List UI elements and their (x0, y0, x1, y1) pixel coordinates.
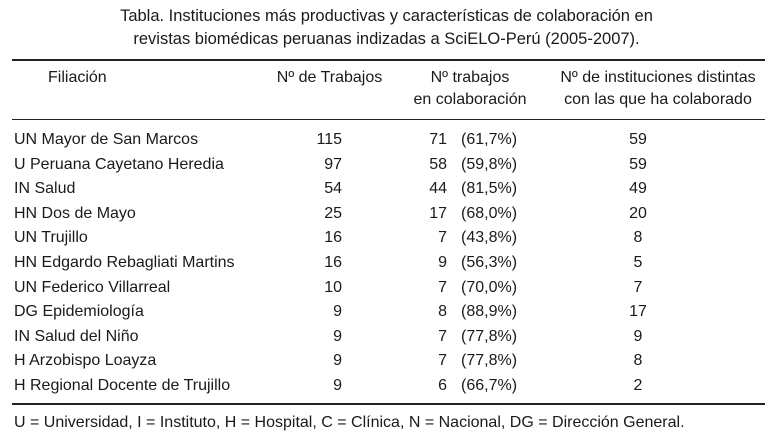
cell-trabajos: 16 (324, 229, 342, 247)
cell-porcentaje: (66,7%) (461, 376, 518, 394)
cell-filiacion: DG Epidemiología (14, 303, 144, 321)
cell-porcentaje: (68,0%) (461, 204, 518, 222)
cell-colaboracion: 17 (429, 204, 447, 222)
cell-trabajos: 9 (333, 327, 342, 345)
cell-instituciones: 8 (633, 352, 643, 370)
table-row (0, 226, 773, 251)
cell-filiacion: UN Trujillo (14, 229, 88, 247)
cell-trabajos: 9 (333, 352, 342, 370)
cell-trabajos: 10 (324, 278, 342, 296)
cell-colaboracion: 7 (438, 229, 447, 247)
table-row (0, 349, 773, 374)
cell-instituciones: 9 (633, 327, 643, 345)
table-row (0, 276, 773, 301)
table-row (0, 300, 773, 325)
cell-filiacion: HN Dos de Mayo (14, 204, 136, 222)
cell-instituciones: 59 (629, 155, 647, 173)
top-rule (12, 59, 765, 61)
cell-filiacion: IN Salud del Niño (14, 327, 139, 345)
header-colaboracion-line-2: en colaboración (413, 91, 527, 108)
cell-trabajos: 9 (333, 303, 342, 321)
cell-instituciones: 59 (629, 131, 647, 148)
cell-instituciones: 17 (629, 303, 647, 321)
cell-colaboracion: 8 (438, 303, 447, 321)
cell-instituciones: 7 (633, 278, 643, 296)
bottom-rule (12, 403, 765, 405)
cell-filiacion: H Arzobispo Loayza (14, 352, 157, 370)
caption-line-1: Tabla. Instituciones más productivas y características de colaboración en (120, 7, 653, 25)
cell-porcentaje: (43,8%) (461, 229, 518, 247)
cell-colaboracion: 7 (438, 327, 447, 345)
table-row (0, 153, 773, 178)
header-filiacion: Filiación (48, 69, 107, 86)
header-rule (12, 119, 765, 120)
cell-porcentaje: (81,5%) (461, 180, 518, 198)
header-instituciones-line-1: Nº de instituciones distintas (560, 69, 756, 86)
cell-porcentaje: (77,8%) (461, 352, 518, 370)
table-row (0, 251, 773, 276)
header-colaboracion-line-1: Nº trabajos (430, 69, 510, 86)
table-row (0, 202, 773, 227)
cell-filiacion: IN Salud (14, 180, 76, 198)
table-row (0, 325, 773, 350)
cell-filiacion: UN Federico Villarreal (14, 278, 171, 296)
cell-porcentaje: (59,8%) (461, 155, 518, 173)
cell-porcentaje: (61,7%) (461, 131, 518, 148)
table-row (0, 374, 773, 399)
cell-porcentaje: (56,3%) (461, 253, 518, 271)
cell-instituciones: 20 (629, 204, 647, 222)
table-caption (0, 5, 773, 51)
table-body (0, 128, 773, 399)
cell-colaboracion: 58 (429, 155, 447, 173)
footnote: U = Universidad, I = Instituto, H = Hospital, C = Clínica, N = Nacional, DG = Dirección General. (14, 414, 685, 431)
cell-porcentaje: (70,0%) (461, 278, 518, 296)
cell-instituciones: 2 (633, 376, 643, 394)
cell-filiacion: U Peruana Cayetano Heredia (14, 155, 224, 173)
cell-filiacion: H Regional Docente de Trujillo (14, 376, 231, 394)
cell-colaboracion: 7 (438, 352, 447, 370)
table-row (0, 128, 773, 153)
caption-line-2: revistas biomédicas peruanas indizadas a SciELO-Perú (2005-2007). (133, 30, 640, 48)
cell-instituciones: 5 (633, 253, 643, 271)
header-trabajos: Nº de Trabajos (276, 69, 383, 86)
cell-trabajos: 54 (324, 180, 342, 198)
header-instituciones-line-2: con las que ha colaborado (564, 91, 752, 108)
cell-colaboracion: 6 (438, 376, 447, 394)
header-colaboracion (400, 67, 540, 111)
cell-trabajos: 25 (324, 204, 342, 222)
cell-colaboracion: 9 (438, 253, 447, 271)
cell-porcentaje: (77,8%) (461, 327, 518, 345)
cell-trabajos: 16 (324, 253, 342, 271)
cell-filiacion: UN Mayor de San Marcos (14, 131, 199, 148)
cell-colaboracion: 7 (438, 278, 447, 296)
cell-porcentaje: (88,9%) (461, 303, 518, 321)
cell-colaboracion: 71 (429, 131, 447, 148)
cell-trabajos: 97 (324, 155, 342, 173)
cell-trabajos: 9 (333, 376, 342, 394)
header-instituciones (548, 67, 768, 111)
cell-filiacion: HN Edgardo Rebagliati Martins (14, 253, 235, 271)
cell-instituciones: 49 (629, 180, 647, 198)
table-row (0, 177, 773, 202)
cell-colaboracion: 44 (429, 180, 447, 198)
cell-trabajos: 115 (316, 131, 342, 148)
cell-instituciones: 8 (633, 229, 643, 247)
